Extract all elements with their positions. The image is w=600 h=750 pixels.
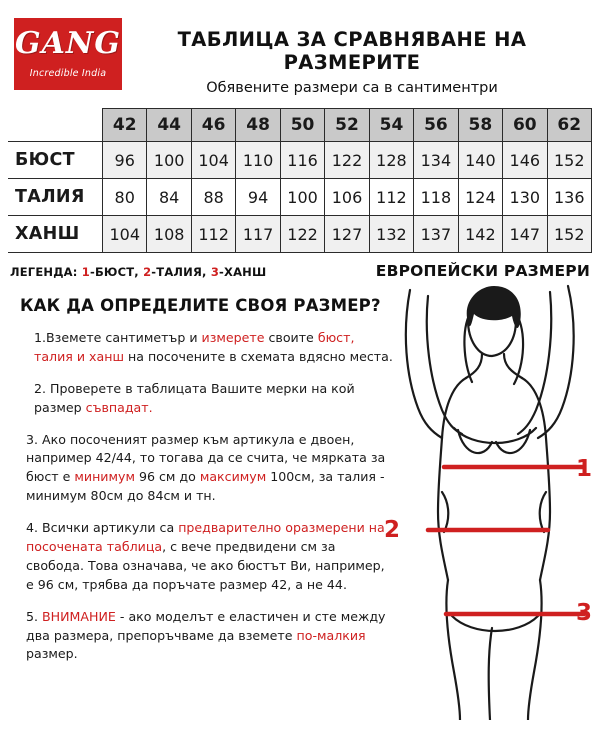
col-header-42: 42: [103, 109, 147, 142]
marker-1-bust: 1: [575, 456, 592, 482]
brand-name: GANG: [15, 26, 121, 61]
col-header-54: 54: [369, 109, 413, 142]
cell-bust-62: 152: [547, 142, 591, 179]
cell-hips-44: 108: [147, 216, 191, 253]
cell-hips-46: 112: [191, 216, 235, 253]
page-title: ТАБЛИЦА ЗА СРАВНЯВАНЕ НА РАЗМЕРИТЕ: [177, 28, 527, 74]
page-header: [0, 0, 600, 102]
cell-waist-50: 100: [280, 179, 324, 216]
table-row: [8, 142, 592, 179]
cell-hips-62: 152: [547, 216, 591, 253]
how-to-step-3: 3. Ако посоченият размер към артикула е двоен, например 42/44, то тогава да се счита, че мярката за бюст е минимум 96 см до максимум 100см, за талия - минимум 80см до 84см и тн.: [26, 431, 386, 504]
col-header-50: 50: [280, 109, 324, 142]
cell-waist-48: 94: [236, 179, 280, 216]
cell-bust-58: 140: [458, 142, 502, 179]
row-header-hips: ХАНШ: [8, 216, 103, 253]
cell-bust-54: 128: [369, 142, 413, 179]
how-to-steps: [0, 315, 394, 664]
how-to-section: [0, 280, 600, 664]
brand-logo: [14, 18, 122, 90]
cell-bust-44: 100: [147, 142, 191, 179]
cell-hips-50: 122: [280, 216, 324, 253]
cell-bust-52: 122: [325, 142, 369, 179]
cell-hips-42: 104: [103, 216, 147, 253]
cell-bust-46: 104: [191, 142, 235, 179]
brand-tagline: Incredible India: [29, 68, 107, 79]
cell-bust-60: 146: [503, 142, 547, 179]
cell-bust-48: 110: [236, 142, 280, 179]
how-to-title: КАК ДА ОПРЕДЕЛИТЕ СВОЯ РАЗМЕР?: [20, 296, 381, 315]
how-to-step-4: 4. Всички артикули са предварително оразмерени на посочената таблица, с вече предвидени см за свобода. Това означава, че ако бюстът Ви, например, е 96 см, трябва да поръчате размер 42, а не 44.: [26, 520, 385, 592]
legend-num-2: 2: [143, 265, 152, 279]
row-header-waist: ТАЛИЯ: [8, 179, 103, 216]
size-table-container: [0, 102, 600, 253]
cell-hips-54: 132: [369, 216, 413, 253]
row-header-bust: БЮСТ: [8, 142, 103, 179]
col-header-62: 62: [547, 109, 591, 142]
table-corner-cell: [8, 109, 103, 142]
body-figure: [372, 280, 600, 720]
marker-3-hips: 3: [575, 600, 592, 626]
legend-text-1: -БЮСТ,: [89, 265, 139, 279]
cell-hips-48: 117: [236, 216, 280, 253]
legend-label: ЛЕГЕНДА:: [10, 265, 78, 279]
cell-waist-62: 136: [547, 179, 591, 216]
table-body: [8, 142, 592, 253]
cell-waist-52: 106: [325, 179, 369, 216]
legend-num-3: 3: [210, 265, 220, 279]
page-subtitle: Обявените размери са в сантиментри: [206, 80, 498, 96]
cell-waist-56: 118: [414, 179, 458, 216]
cell-bust-50: 116: [280, 142, 324, 179]
eu-sizes-label: ЕВРОПЕЙСКИ РАЗМЕРИ: [375, 262, 590, 280]
cell-waist-60: 130: [503, 179, 547, 216]
col-header-58: 58: [458, 109, 502, 142]
col-header-44: 44: [147, 109, 191, 142]
col-header-46: 46: [191, 109, 235, 142]
cell-waist-58: 124: [458, 179, 502, 216]
cell-hips-56: 137: [414, 216, 458, 253]
legend-text-3: -ХАНШ: [219, 265, 267, 279]
legend-num-1: 1: [81, 265, 90, 279]
cell-bust-56: 134: [414, 142, 458, 179]
col-header-60: 60: [503, 109, 547, 142]
body-figure-svg: [372, 280, 600, 720]
title-block: [122, 18, 590, 96]
table-row: [8, 216, 592, 253]
cell-waist-44: 84: [147, 179, 191, 216]
table-header: [8, 109, 592, 142]
cell-waist-54: 112: [369, 179, 413, 216]
measurement-lines: [428, 467, 584, 614]
cell-hips-58: 142: [458, 216, 502, 253]
col-header-52: 52: [325, 109, 369, 142]
table-row: [8, 179, 592, 216]
marker-2-waist: 2: [384, 517, 401, 543]
legend-text-2: -ТАЛИЯ,: [151, 265, 207, 279]
how-to-step-2: 2. Проверете в таблицата Вашите мерки на кой размер съвпадат.: [34, 380, 355, 415]
cell-waist-42: 80: [103, 179, 147, 216]
how-to-step-5: 5. ВНИМАНИЕ - ако моделът е еластичен и сте между два размера, препоръчваме да вземете по-малкия размер.: [26, 608, 386, 662]
cell-bust-42: 96: [103, 142, 147, 179]
cell-hips-52: 127: [325, 216, 369, 253]
cell-waist-46: 88: [191, 179, 235, 216]
how-to-step-1: 1.Вземете сантиметър и измерете своите бюст, талия и ханш на посочените в схемата вдясно места.: [34, 330, 393, 364]
col-header-48: 48: [236, 109, 280, 142]
legend-row: [0, 253, 600, 280]
legend: [10, 265, 266, 279]
table-header-row: [8, 109, 592, 142]
col-header-56: 56: [414, 109, 458, 142]
size-table: [8, 108, 592, 253]
cell-hips-60: 147: [503, 216, 547, 253]
